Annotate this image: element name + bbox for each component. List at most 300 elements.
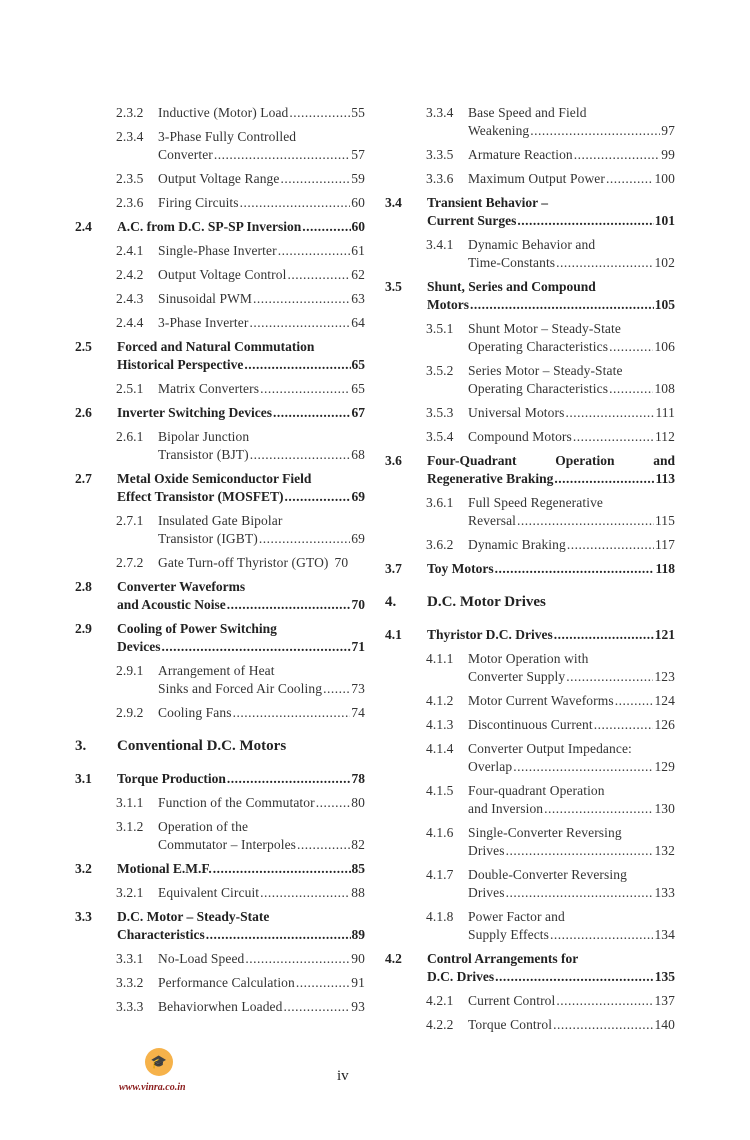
entry-title-text: Torque Control [468,1017,553,1032]
entry-title [117,578,365,614]
toc-entry[interactable] [75,512,365,548]
entry-page-number: 137 [654,993,675,1008]
entry-title-text: and Acoustic Noise [117,597,226,612]
dot-leader [233,704,351,722]
toc-entry[interactable] [75,380,365,398]
dot-leader [556,992,653,1010]
entry-number: 4.1.6 [426,825,454,840]
entry-number: 3.2 [75,861,92,876]
toc-entry[interactable] [75,884,365,902]
entry-title [468,992,675,1010]
dot-leader [554,470,654,488]
dot-leader [567,536,654,554]
entry-title-line [117,488,365,506]
entry-title-text: Time-Constants [468,255,556,270]
entry-number: 2.7 [75,471,92,486]
dot-leader [470,296,654,314]
entry-title-text: Transistor (IGBT) [158,531,258,546]
dot-leader [574,146,661,164]
entry-title-line [158,950,365,968]
entry-number: 4.2 [385,951,402,966]
entry-page-number: 111 [655,405,675,420]
entry-page-number: 60 [351,195,365,210]
entry-page-number: 64 [351,315,365,330]
toc-entry[interactable] [385,536,675,554]
toc-entry[interactable] [385,824,675,860]
entry-title [117,338,365,374]
dot-leader [550,926,653,944]
dot-leader [260,884,350,902]
entry-title-line: Converter Waveforms [117,579,246,594]
entry-number: 4.1.8 [426,909,454,924]
entry-title-line [427,626,675,644]
entry-title-line [468,716,675,734]
entry-page-number: 61 [351,243,365,258]
entry-title-text: Drives [468,885,505,900]
entry-title [158,818,365,854]
entry-number: 3.6.1 [426,495,454,510]
entry-title-text: Motors [427,297,469,312]
entry-title-text: Weakening [468,123,530,138]
entry-number: 3. [75,738,87,754]
entry-title [468,908,675,944]
entry-page-number: 59 [351,171,365,186]
entry-title-text: Performance Calculation [158,975,295,990]
entry-number: 2.9.2 [116,705,144,720]
entry-title-line [427,470,675,488]
entry-title [158,314,365,332]
entry-title-line: Shunt Motor – Steady-State [468,321,621,336]
entry-page-number: 126 [654,717,675,732]
entry-number: 2.9 [75,621,92,636]
dot-leader [214,146,350,164]
toc-entry[interactable] [385,146,675,164]
dot-leader [206,926,351,944]
entry-number: 4.1.5 [426,783,454,798]
entry-title-line [468,380,675,398]
entry-number: 3.2.1 [116,885,144,900]
entry-title-line [158,380,365,398]
entry-title-line: Double-Converter Reversing [468,867,627,882]
entry-title [117,860,365,878]
entry-title [427,452,675,488]
entry-title-text: Maximum Output Power [468,171,605,186]
entry-page-number: 132 [654,843,675,858]
entry-page-number: 70 [334,555,349,570]
entry-number: 2.7.1 [116,513,144,528]
entry-title-line: Power Factor and [468,909,565,924]
title-word: and [653,453,675,468]
entry-page-number: 62 [351,267,365,282]
toc-entry[interactable] [75,266,365,284]
toc-left-column [75,104,365,1022]
entry-title [427,194,675,230]
entry-title-line: 3-Phase Fully Controlled [158,129,297,144]
toc-entry[interactable] [385,428,675,446]
graduation-cap-logo-icon: 🎓 [145,1048,173,1076]
entry-title [468,692,675,710]
entry-title [158,104,365,122]
dot-leader [227,596,351,614]
entry-number: 3.5 [385,279,402,294]
entry-page-number: 99 [661,147,675,162]
toc-entry[interactable] [385,494,675,530]
entry-title-line [117,218,365,236]
entry-page-number: 130 [654,801,675,816]
entry-title [117,470,365,506]
toc-entry[interactable] [75,404,365,422]
entry-number: 3.3.3 [116,999,144,1014]
entry-title [468,536,675,554]
entry-title-line [468,842,675,860]
entry-page-number: 55 [351,105,365,120]
entry-title-line: Series Motor – Steady-State [468,363,623,378]
dot-leader [573,428,654,446]
toc-entry[interactable] [75,314,365,332]
entry-title [158,380,365,398]
entry-title-line: Insulated Gate Bipolar [158,513,283,528]
entry-title-text: Armature Reaction [468,147,573,162]
entry-title [427,278,675,314]
entry-title [117,737,365,755]
entry-title-line: Cooling of Power Switching [117,621,277,636]
entry-title [158,242,365,260]
entry-page-number: 71 [351,639,365,654]
toc-entry[interactable] [75,338,365,374]
dot-leader [249,314,350,332]
entry-title-line: Single-Converter Reversing [468,825,622,840]
toc-entry[interactable] [385,1016,675,1034]
entry-title [158,794,365,812]
entry-number: 4.2.1 [426,993,454,1008]
entry-title [427,593,675,611]
toc-entry[interactable] [75,218,365,236]
entry-title [158,974,365,992]
entry-title-text: Output Voltage Control [158,267,287,282]
entry-title-line [158,446,365,464]
dot-leader [283,998,350,1016]
entry-title [468,650,675,686]
toc-entry[interactable] [385,278,675,314]
entry-page-number: 115 [654,513,675,528]
entry-number: 3.4.1 [426,237,454,252]
entry-page-number: 100 [654,171,675,186]
entry-title-line [468,800,675,818]
entry-title-text: Commutator – Interpoles [158,837,297,852]
entry-number: 3.6 [385,453,402,468]
entry-number: 3.5.1 [426,321,454,336]
entry-number: 3.7 [385,561,402,576]
toc-entry[interactable] [385,452,675,488]
entry-page-number: 102 [654,255,675,270]
dot-leader [513,758,653,776]
entry-title-line [468,404,675,422]
entry-title [158,194,365,212]
toc-entry[interactable] [385,716,675,734]
entry-number: 2.3.4 [116,129,144,144]
entry-title [468,866,675,902]
toc-entry[interactable] [385,236,675,272]
entry-title-line [158,314,365,332]
entry-title [468,824,675,860]
entry-page-number: 60 [351,219,365,234]
entry-title [468,782,675,818]
toc-entry[interactable] [75,704,365,722]
entry-title-text: Thyristor D.C. Drives [427,627,553,642]
entry-title-line [117,770,365,788]
toc-entry[interactable] [385,992,675,1010]
entry-title-line [158,530,365,548]
toc-entry[interactable] [75,974,365,992]
entry-title [468,104,675,140]
entry-title-text: Output Voltage Range [158,171,280,186]
entry-title-line: Shunt, Series and Compound [427,279,596,294]
entry-title-line [427,452,675,470]
entry-number: 2.3.2 [116,105,144,120]
entry-title-line [468,1016,675,1034]
toc-entry[interactable] [75,128,365,164]
entry-title-line [158,146,365,164]
toc-entry[interactable] [75,290,365,308]
toc-entry[interactable] [75,578,365,614]
entry-title [158,128,365,164]
entry-page-number: 78 [351,771,365,786]
entry-number: 3.3.6 [426,171,454,186]
toc-entry[interactable] [385,950,675,986]
entry-title-line [117,860,365,878]
chapter-heading[interactable] [75,737,365,755]
entry-title-text: Gate Turn-off Thyristor (GTO) [158,555,329,570]
toc-entry[interactable] [75,470,365,506]
entry-title-line: Conventional D.C. Motors [117,738,287,754]
entry-title [158,290,365,308]
toc-entry[interactable] [75,242,365,260]
toc-entry[interactable] [385,320,675,356]
entry-title-line [158,104,365,122]
entry-title-line [158,680,365,698]
dot-leader [553,1016,653,1034]
entry-title-line: D.C. Motor – Steady-State [117,909,270,924]
dot-leader [244,356,350,374]
dot-leader [517,512,654,530]
entry-title-text: Equivalent Circuit [158,885,260,900]
entry-title-text: Historical Perspective [117,357,244,372]
entry-title-line [158,884,365,902]
entry-title-line [158,794,365,812]
dot-leader [594,716,654,734]
dot-leader [556,254,653,272]
toc-entry[interactable] [385,626,675,644]
toc-entry[interactable] [75,662,365,698]
entry-page-number: 65 [351,381,365,396]
toc-entry[interactable] [385,740,675,776]
toc-entry[interactable] [75,104,365,122]
entry-title-text: Regenerative Braking [427,471,554,486]
dot-leader [284,488,350,506]
dot-leader [297,836,350,854]
entry-title-text: Characteristics [117,927,205,942]
dot-leader [323,680,350,698]
entry-title [468,1016,675,1034]
entry-page-number: 57 [351,147,365,162]
entry-number: 2.6 [75,405,92,420]
entry-page-number: 80 [351,795,365,810]
entry-title [158,704,365,722]
entry-title-text: Overlap [468,759,513,774]
entry-title-line [117,356,365,374]
entry-title-text: Discontinuous Current [468,717,593,732]
toc-entry[interactable] [75,620,365,656]
toc-entry[interactable] [75,794,365,812]
entry-title [468,236,675,272]
entry-number: 4.1.3 [426,717,454,732]
entry-title-text: Sinks and Forced Air Cooling [158,681,323,696]
toc-entry[interactable] [75,908,365,944]
dot-leader [278,242,351,260]
entry-title [468,428,675,446]
toc-entry[interactable] [385,908,675,944]
toc-entry[interactable] [385,404,675,422]
toc-entry[interactable] [75,998,365,1016]
entry-title-text: Firing Circuits [158,195,239,210]
entry-title-text: Devices [117,639,161,654]
toc-entry[interactable] [75,170,365,188]
entry-title-text: Inverter Switching Devices [117,405,272,420]
toc-entry[interactable] [385,782,675,818]
entry-title-line [117,404,365,422]
entry-page-number: 118 [655,561,675,576]
entry-title [117,404,365,422]
entry-title-line: Four-quadrant Operation [468,783,605,798]
entry-title-line [427,560,675,578]
entry-title-line [158,290,365,308]
entry-title-line [468,926,675,944]
entry-title [158,950,365,968]
toc-entry[interactable] [75,770,365,788]
entry-page-number: 69 [351,489,365,504]
entry-number: 2.7.2 [116,555,144,570]
entry-title [427,950,675,986]
entry-title-line: Operation of the [158,819,249,834]
dot-leader [302,218,350,236]
entry-title-text: 3-Phase Inverter [158,315,249,330]
chapter-heading[interactable] [385,593,675,611]
dot-leader [240,194,351,212]
entry-title-line: Control Arrangements for [427,951,579,966]
dot-leader [609,380,653,398]
toc-entry[interactable] [75,950,365,968]
toc-entry[interactable] [385,650,675,686]
dot-leader [245,950,350,968]
entry-title-text: Current Surges [427,213,517,228]
entry-title-line: Motor Operation with [468,651,589,666]
entry-page-number: 121 [654,627,675,642]
toc-entry[interactable] [385,104,675,140]
entry-title [468,362,675,398]
toc-right-column [385,104,675,1040]
toc-entry[interactable] [385,194,675,230]
entry-page-number: 135 [654,969,675,984]
entry-page-number: 85 [351,861,365,876]
toc-entry[interactable] [75,428,365,464]
entry-title-text: Dynamic Braking [468,537,566,552]
entry-number: 4.2.2 [426,1017,454,1032]
toc-entry[interactable] [385,362,675,398]
entry-number: 4.1.1 [426,651,454,666]
entry-title [468,740,675,776]
entry-title-line [158,242,365,260]
entry-page-number: 97 [661,123,675,138]
entry-number: 3.5.4 [426,429,454,444]
toc-entry[interactable] [75,554,365,572]
entry-page-number: 134 [654,927,675,942]
entry-number: 2.4.2 [116,267,144,282]
entry-page-number: 82 [351,837,365,852]
entry-number: 3.1 [75,771,92,786]
entry-title-line [468,692,675,710]
dot-leader [289,104,350,122]
entry-title [158,662,365,698]
entry-title-line [468,668,675,686]
entry-title-text: A.C. from D.C. SP-SP Inversion [117,219,302,234]
entry-page-number: 89 [351,927,365,942]
toc-entry[interactable] [385,866,675,902]
entry-title-line [468,512,675,530]
entry-number: 4.1.7 [426,867,454,882]
toc-entry[interactable] [385,560,675,578]
entry-number: 3.3.4 [426,105,454,120]
entry-title-line [468,428,675,446]
entry-page-number: 117 [654,537,675,552]
entry-page-number: 68 [351,447,365,462]
entry-number: 3.1.1 [116,795,144,810]
entry-number: 2.9.1 [116,663,144,678]
dot-leader [287,266,350,284]
entry-title-text: Operating Characteristics [468,339,609,354]
entry-number: 3.5.2 [426,363,454,378]
dot-leader [260,380,350,398]
entry-title-text: Cooling Fans [158,705,232,720]
toc-entry[interactable] [75,818,365,854]
dot-leader [273,404,351,422]
toc-entry[interactable] [75,860,365,878]
toc-entry[interactable] [385,170,675,188]
entry-page-number: 123 [654,669,675,684]
dot-leader [250,446,351,464]
entry-title-line [158,266,365,284]
entry-page-number: 129 [654,759,675,774]
entry-number: 3.3.1 [116,951,144,966]
entry-page-number: 88 [351,885,365,900]
toc-entry[interactable] [385,692,675,710]
entry-title-line: Transient Behavior – [427,195,549,210]
entry-page-number: 63 [351,291,365,306]
entry-title-line [468,254,675,272]
entry-title-line [158,704,365,722]
entry-title-line: Arrangement of Heat [158,663,275,678]
entry-page-number: 133 [654,885,675,900]
entry-page-number: 101 [654,213,675,228]
entry-title-line [117,596,365,614]
dot-leader [566,668,653,686]
entry-page-number: 124 [654,693,675,708]
entry-title-text: Effect Transistor (MOSFET) [117,489,284,504]
entry-number: 4. [385,594,397,610]
entry-title-line [468,146,675,164]
toc-entry[interactable] [75,194,365,212]
dot-leader [615,692,654,710]
entry-title-line [427,296,675,314]
